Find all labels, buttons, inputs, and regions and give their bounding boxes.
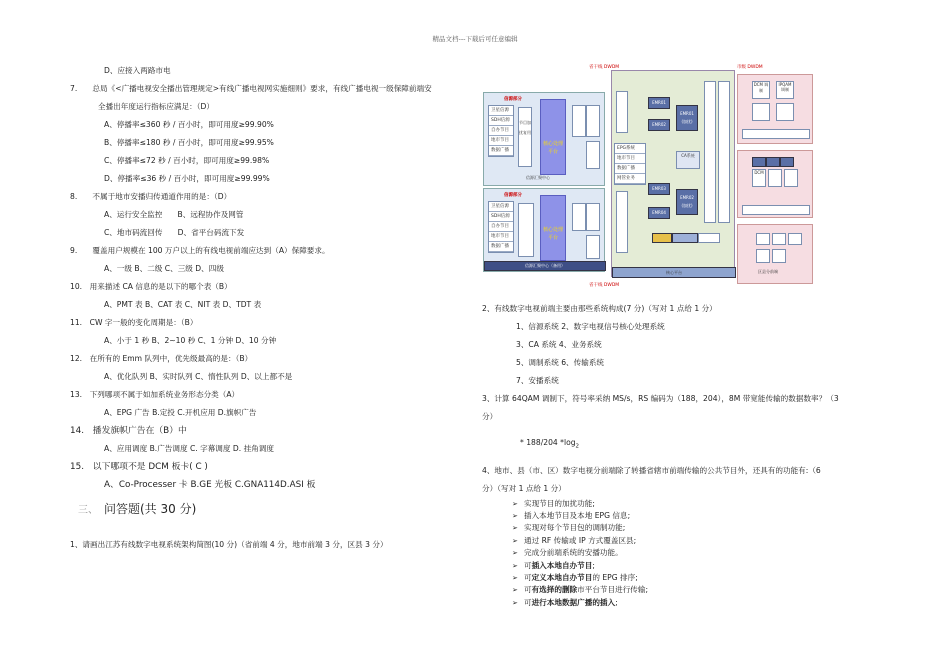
arrow-bullet-icon: ➢	[512, 511, 518, 520]
core-platform-lower	[540, 195, 566, 261]
output-box-lower-3	[586, 235, 600, 259]
bullet-text: 实现节目的加扰功能;	[524, 498, 595, 508]
core-platform-upper-label: 核心处理平台	[542, 141, 563, 155]
arrow-bullet-icon: ➢	[512, 586, 518, 595]
q10-options: A、PMT 表 B、CAT 表 C、NIT 表 D、TDT 表	[104, 300, 262, 309]
mid-service-item: EPG系统	[615, 144, 645, 154]
q4-answer-item	[482, 584, 912, 596]
mid-output-column-1	[704, 81, 716, 223]
bullet-text-tail: 的 EPG 排序;	[592, 572, 638, 582]
dcm-box-3: DCM	[752, 169, 766, 187]
q8-question: 8. 不属于地市安播归传通道作用的是：（D）	[70, 192, 232, 201]
source-item: 卫星信源	[489, 202, 513, 212]
dcm-box-2	[752, 103, 770, 121]
q3-question: 3、计算 64QAM 调制下，符号率采纳 MS/s，RS 编码为（188，204），8M 带宽能传输的数据数率？（3	[482, 394, 839, 403]
source-list-lower	[488, 201, 514, 253]
emr-box: EMR03	[648, 183, 670, 195]
q7-line2: 全播出年度运行指标应满足：（D）	[98, 102, 214, 111]
q8-options-ab: A、运行安全监控 B、远程协作及网管	[104, 210, 244, 219]
q4-answer-item	[482, 597, 912, 609]
district-label: 区县分前端	[758, 269, 778, 274]
right-column	[482, 300, 912, 609]
diagram-top-right-label: 市级 DWDM	[737, 65, 763, 70]
source-item: SDH信源	[489, 212, 513, 222]
modulation-panel-2	[737, 150, 813, 218]
q12-question: 12. 在所有的 Emm 队列中，优先级最高的是：（B）	[70, 354, 253, 363]
bullet-text: 可	[524, 585, 532, 595]
q14-options: A、应用调度 B.广告调度 C. 字幕调度 D. 挂角调度	[104, 444, 274, 453]
q4-answer-item	[482, 498, 912, 510]
section-title: 问答题(共 30 分)	[104, 502, 197, 516]
source-list-upper	[488, 105, 514, 157]
section-number: 三、	[78, 505, 98, 516]
page-header: 精品文档---下载后可任意编辑	[432, 35, 518, 43]
source-item: 自办节目	[489, 222, 513, 232]
ipqam-box: IPQAM 调制	[776, 81, 794, 99]
modulation-bar-2	[742, 205, 810, 215]
bullet-text-tail: ;	[592, 560, 595, 570]
source-item: 自办节目	[489, 126, 513, 136]
q2-answer-line: 7、安播系统	[516, 376, 559, 385]
section-heading	[70, 498, 470, 522]
qa1-question: 1、请画出江苏有线数字电视系统架构简图(10 分)（省前端 4 分，地市前端 3 分，区县 3 分）	[70, 540, 388, 549]
district-box	[788, 233, 802, 245]
bullet-text: 可	[524, 597, 532, 607]
source-panel-lower-title: 信源部分	[504, 193, 522, 198]
modulation-panel-1	[737, 74, 813, 144]
mid-bottom-bar: 核心平台	[612, 267, 736, 278]
arrow-bullet-icon: ➢	[512, 561, 518, 570]
q9-question: 9. 覆盖用户规模在 100 万户以上的有线电视前端应达到（A）保障要求。	[70, 246, 330, 255]
q15-options: A、Co-Processer 卡 B.GE 光板 C.GNA114D.ASI 板	[104, 480, 316, 490]
mid-blue-box	[672, 233, 698, 243]
source-item: 数据广播	[489, 242, 513, 252]
mid-input-box-2	[616, 191, 628, 253]
mod-box	[780, 157, 794, 167]
core-platform-upper	[540, 99, 566, 175]
mid-service-item: 地市节目	[615, 154, 645, 164]
center-bar-lower: 信源汇聚中心（备用）	[484, 261, 606, 271]
emr-scramble-box-2: EMR02 (加扰)	[676, 189, 698, 215]
q4-question-cont: 分）（写对 1 点给 1 分）	[482, 483, 566, 493]
core-platform-lower-label: 核心处理平台	[542, 227, 563, 241]
q4-answer-item	[482, 535, 912, 547]
emr-box: EMR01	[648, 97, 670, 109]
q4-answer-item	[482, 510, 912, 522]
q13-question: 13. 下列哪项不属于如加系统业务形态分类（A）	[70, 390, 240, 399]
arrow-bullet-icon: ➢	[512, 536, 518, 545]
q7-line1: 7. 总局《<广播电视安全播出管理规定>有线广播电视网实施细则》要求，有线广播电视一级保障前端安	[70, 84, 432, 93]
emr-box: EMR04	[648, 207, 670, 219]
bullet-text: 可	[524, 572, 532, 582]
system-architecture-diagram	[483, 62, 813, 290]
q10-question: 10. 用来描述 CA 信息的是以下的哪个表（B）	[70, 282, 232, 291]
q11-question: 11. CW 字一般的变化周期是：（B）	[70, 318, 198, 327]
q4-question: 4、地市、县（市、区）数字电视分前端除了转播省辖市前端传输的公共节目外，还具有的功能有:（6	[482, 465, 821, 475]
mod-box-white	[784, 169, 798, 187]
proc-box-lower	[518, 203, 534, 257]
q2-question: 2、有线数字电视前端主要由那些系统构成(7 分)（写对 1 点给 1 分）	[482, 304, 717, 313]
output-box-upper-3	[586, 141, 600, 169]
mid-white-box	[698, 233, 720, 243]
district-box	[772, 233, 786, 245]
mid-input-box-1	[616, 91, 628, 133]
bullet-text-tail: 市平台节目进行传输;	[577, 585, 649, 595]
proc-box-upper: 节目加扰复用	[518, 107, 532, 167]
center-label-upper: 信源汇聚中心	[526, 175, 550, 180]
q2-answer-line: 3、CA 系统 4、业务系统	[516, 340, 602, 349]
q15-question: 15. 以下哪项不是 DCM 板卡( C )	[70, 462, 208, 472]
q7-option-b: B、停播率≤180 秒 / 百小时，即可用度≥99.95%	[104, 138, 274, 147]
mod-box-white	[768, 169, 782, 187]
arrow-bullet-icon: ➢	[512, 524, 518, 533]
source-panel-upper	[483, 92, 605, 186]
bullet-bold-text: 有选择的删除	[531, 585, 578, 595]
q3-formula-sub: 2	[575, 443, 580, 450]
arrow-bullet-icon: ➢	[512, 499, 518, 508]
output-box-upper-2	[586, 105, 600, 137]
district-panel	[737, 224, 813, 284]
mod-box	[752, 157, 766, 167]
source-item: SDH信源	[489, 116, 513, 126]
q8-options-cd: C、地市码流回传 D、省平台码流下发	[104, 228, 245, 237]
bullet-bold-text: 进行本地数据广播的插入	[531, 597, 616, 607]
q2-answer-line: 1、信源系统 2、数字电视信号核心处理系统	[516, 322, 665, 331]
dcm-box: DCM 调制	[752, 81, 770, 99]
q4-answer-item	[482, 560, 912, 572]
q9-options: A、一级 B、二级 C、三级 D、四级	[104, 264, 224, 273]
diagram-bottom-label: 省干线 DWDM	[589, 283, 620, 288]
mid-service-item: 数据广播	[615, 164, 645, 174]
mid-yellow-box	[652, 233, 672, 243]
q3-question-cont: 分）	[482, 412, 498, 421]
output-box-lower-2	[586, 203, 600, 231]
mod-box	[766, 157, 780, 167]
bullet-text: 可	[524, 560, 532, 570]
q4-answer-item	[482, 522, 912, 534]
bullet-text: 完成分前端系统的安播功能。	[524, 548, 623, 558]
bullet-bold-text: 定义本地自办节目	[531, 572, 593, 582]
source-item: 卫星信源	[489, 106, 513, 116]
source-item: 地市节目	[489, 136, 513, 146]
bullet-text: 通过 RF 传输或 IP 方式覆盖区县;	[524, 535, 637, 545]
modulation-bar-1	[742, 129, 810, 139]
q2-answer-line: 5、调制系统 6、传输系统	[516, 358, 605, 367]
q7-option-c: C、停播率≤72 秒 / 百小时，即可用度≥99.98%	[104, 156, 270, 165]
arrow-bullet-icon: ➢	[512, 549, 518, 558]
q4-answer-item	[482, 572, 912, 584]
emr-scramble-box-1: EMR01 (加扰)	[676, 105, 698, 131]
left-column	[70, 62, 470, 554]
output-box-upper-1	[572, 105, 586, 137]
bullet-text: 插入本地节目及本地 EPG 信息;	[524, 510, 631, 520]
q4-answer-list	[482, 498, 912, 610]
mid-service-item: 网管业务	[615, 174, 645, 184]
mid-output-column-2	[718, 81, 730, 223]
district-box	[756, 233, 770, 245]
source-panel-upper-title: 信源部分	[504, 97, 522, 102]
q13-options: A、EPG 广告 B.定投 C.开机应用 D.旗帜广告	[104, 408, 257, 417]
source-item: 地市节目	[489, 232, 513, 242]
district-box	[772, 249, 786, 263]
ca-system-box: CA系统	[676, 151, 700, 169]
bullet-text-tail: ;	[615, 597, 618, 607]
q7-option-d: D、停播率≤36 秒 / 百小时，即可用度≥99.99%	[104, 174, 270, 183]
output-box-lower-1	[572, 203, 586, 231]
arrow-bullet-icon: ➢	[512, 598, 518, 607]
bullet-bold-text: 插入本地自办节目	[531, 560, 593, 570]
q14-question: 14. 播发旗帜广告在（B）中	[70, 426, 187, 436]
q7-option-a: A、停播率≤360 秒 / 百小时，即可用度≥99.90%	[104, 120, 274, 129]
ipqam-box-2	[776, 103, 794, 121]
q4-answer-item	[482, 547, 912, 559]
emr-box: EMR02	[648, 119, 670, 131]
core-processing-panel	[611, 70, 735, 277]
diagram-top-left-label: 省干线 DWDM	[589, 65, 620, 70]
mid-service-list	[614, 143, 646, 185]
district-box	[756, 249, 770, 263]
source-panel-lower	[483, 188, 605, 272]
q11-options: A、小于 1 秒 B、2~10 秒 C、1 分钟 D、10 分钟	[104, 336, 277, 345]
source-item: 数据广播	[489, 146, 513, 156]
q3-formula	[482, 434, 912, 456]
arrow-bullet-icon: ➢	[512, 573, 518, 582]
q3-formula-text: * 188/204 *log	[520, 438, 576, 447]
q6-option-d: D、应接入两路市电	[104, 66, 171, 75]
q12-options: A、优化队列 B、实时队列 C、惰性队列 D、以上都不是	[104, 372, 293, 381]
bullet-text: 实现对每个节目包的调制功能;	[524, 523, 626, 533]
